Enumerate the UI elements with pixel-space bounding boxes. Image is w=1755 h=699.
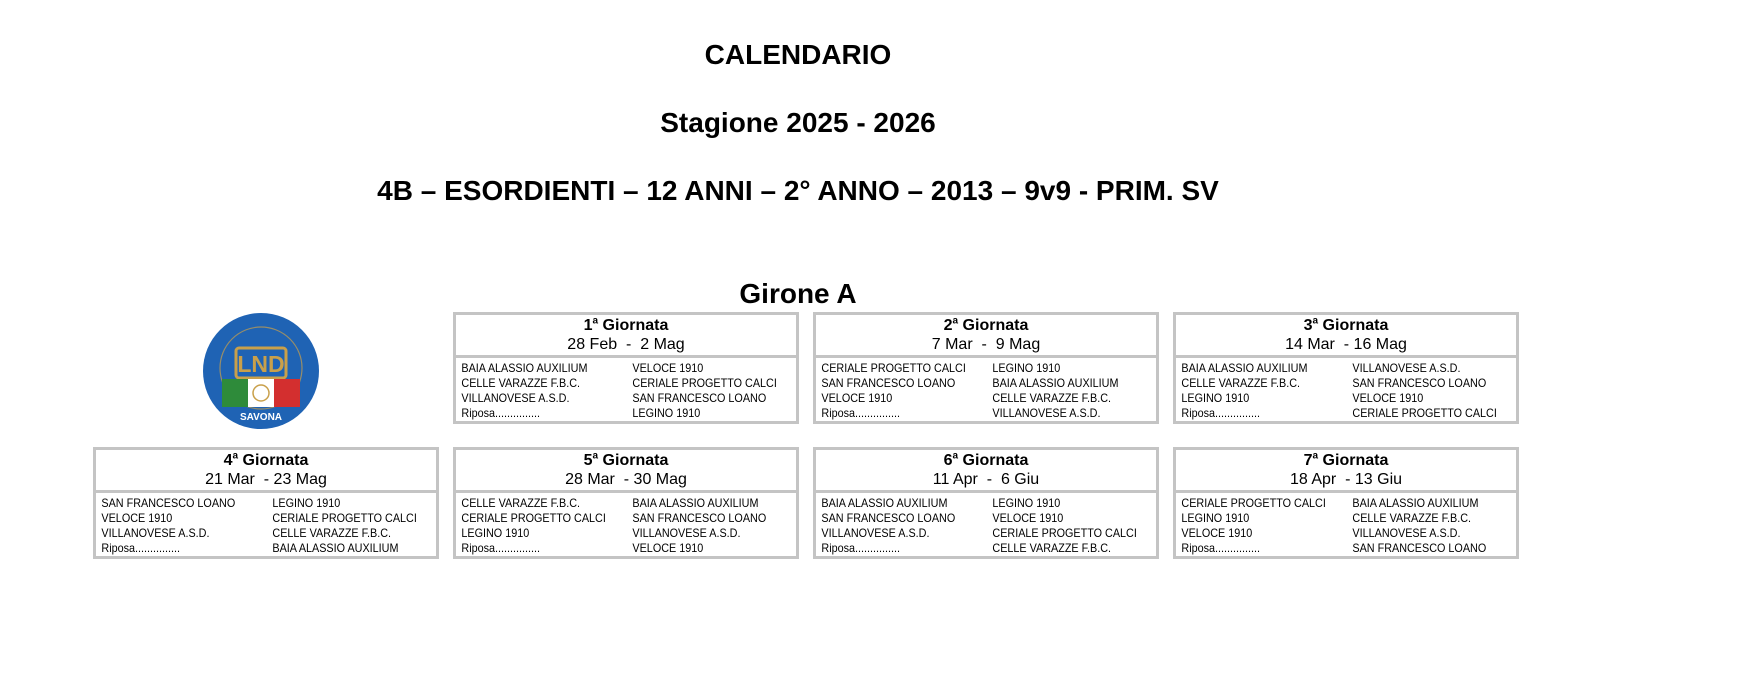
round-ordinal: a xyxy=(1312,450,1319,462)
round-title xyxy=(816,450,1156,470)
away-team: LEGINO 1910 xyxy=(992,361,1061,375)
round-number: 7 xyxy=(1303,452,1313,469)
home-team: CERIALE PROGETTO CALCI xyxy=(821,361,966,375)
away-team: CELLE VARAZZE F.B.C. xyxy=(992,391,1112,405)
match-row xyxy=(1181,496,1519,511)
home-team: VELOCE 1910 xyxy=(1181,526,1253,540)
rest-label: Riposa............... xyxy=(821,406,901,420)
away-team: VELOCE 1910 xyxy=(1352,391,1424,405)
match-list xyxy=(1176,493,1519,556)
round-ordinal: a xyxy=(1312,315,1319,327)
round-title xyxy=(456,450,796,470)
round-dates: 18 Apr - 13 Giu xyxy=(1289,471,1403,488)
round-label: Giornata xyxy=(958,317,1029,334)
home-team: LEGINO 1910 xyxy=(1181,391,1250,405)
round-dates: 14 Mar - 16 Mag xyxy=(1285,336,1407,353)
away-team: CERIALE PROGETTO CALCI xyxy=(272,511,417,525)
round-card xyxy=(1173,312,1519,424)
match-row xyxy=(461,526,799,541)
resting-team: CERIALE PROGETTO CALCI xyxy=(1352,406,1497,420)
home-team: BAIA ALASSIO AUXILIUM xyxy=(1181,361,1308,375)
away-team: CELLE VARAZZE F.B.C. xyxy=(1352,511,1472,525)
round-header xyxy=(816,315,1156,358)
rest-label: Riposa............... xyxy=(1181,406,1261,420)
match-row xyxy=(461,496,799,511)
round-label: Giornata xyxy=(238,452,309,469)
round-title xyxy=(816,315,1156,335)
group-heading: Girone A xyxy=(739,278,857,309)
home-team: LEGINO 1910 xyxy=(1181,511,1250,525)
round-ordinal: a xyxy=(592,450,599,462)
round-dates: 28 Feb - 2 Mag xyxy=(567,336,685,353)
resting-team: VILLANOVESE A.S.D. xyxy=(992,406,1101,420)
match-list xyxy=(1176,358,1519,421)
match-row xyxy=(461,376,799,391)
home-team: VILLANOVESE A.S.D. xyxy=(461,391,570,405)
round-title xyxy=(1176,450,1516,470)
home-team: BAIA ALASSIO AUXILIUM xyxy=(461,361,588,375)
round-number: 1 xyxy=(583,317,593,334)
match-row xyxy=(461,391,799,406)
match-row xyxy=(1181,526,1519,541)
match-list xyxy=(456,493,799,556)
rest-row xyxy=(101,541,439,556)
away-team: SAN FRANCESCO LOANO xyxy=(632,391,767,405)
away-team: CERIALE PROGETTO CALCI xyxy=(992,526,1137,540)
resting-team: VELOCE 1910 xyxy=(632,541,704,555)
away-team: BAIA ALASSIO AUXILIUM xyxy=(1352,496,1479,510)
round-card xyxy=(1173,447,1519,559)
round-card xyxy=(93,447,439,559)
away-team: VILLANOVESE A.S.D. xyxy=(632,526,741,540)
document-title: CALENDARIO xyxy=(704,39,892,70)
home-team: CERIALE PROGETTO CALCI xyxy=(461,511,606,525)
away-team: BAIA ALASSIO AUXILIUM xyxy=(632,496,759,510)
resting-team: LEGINO 1910 xyxy=(632,406,701,420)
round-label: Giornata xyxy=(1318,452,1389,469)
away-team: BAIA ALASSIO AUXILIUM xyxy=(992,376,1119,390)
round-number: 3 xyxy=(1303,317,1313,334)
home-team: CELLE VARAZZE F.B.C. xyxy=(1181,376,1301,390)
round-dates: 7 Mar - 9 Mag xyxy=(931,336,1041,353)
round-number: 5 xyxy=(583,452,593,469)
round-header xyxy=(816,450,1156,493)
match-list xyxy=(816,493,1159,556)
resting-team: CELLE VARAZZE F.B.C. xyxy=(992,541,1112,555)
round-ordinal: a xyxy=(592,315,599,327)
match-list xyxy=(96,493,439,556)
rest-row xyxy=(461,541,799,556)
round-card xyxy=(813,312,1159,424)
away-team: VELOCE 1910 xyxy=(992,511,1064,525)
home-team: SAN FRANCESCO LOANO xyxy=(101,496,236,510)
round-dates: 28 Mar - 30 Mag xyxy=(565,471,687,488)
match-row xyxy=(821,376,1159,391)
rest-row xyxy=(821,406,1159,421)
round-header xyxy=(1176,315,1516,358)
round-title xyxy=(1176,315,1516,335)
match-row xyxy=(821,496,1159,511)
home-team: VELOCE 1910 xyxy=(821,391,893,405)
home-team: CELLE VARAZZE F.B.C. xyxy=(461,496,581,510)
resting-team: SAN FRANCESCO LOANO xyxy=(1352,541,1487,555)
match-list xyxy=(456,358,799,421)
home-team: VILLANOVESE A.S.D. xyxy=(821,526,930,540)
match-row xyxy=(1181,511,1519,526)
match-row xyxy=(101,511,439,526)
match-row xyxy=(821,526,1159,541)
logo-lnd-text: LND xyxy=(237,351,285,377)
round-card xyxy=(813,447,1159,559)
logo-savona-text: SAVONA xyxy=(239,412,283,423)
round-header xyxy=(1176,450,1516,493)
category-heading: 4B – ESORDIENTI – 12 ANNI – 2° ANNO – 2013 – 9v9 - PRIM. SV xyxy=(377,175,1219,206)
home-team: SAN FRANCESCO LOANO xyxy=(821,376,956,390)
round-dates: 21 Mar - 23 Mag xyxy=(205,471,327,488)
away-team: SAN FRANCESCO LOANO xyxy=(632,511,767,525)
home-team: VELOCE 1910 xyxy=(101,511,173,525)
round-label: Giornata xyxy=(1318,317,1389,334)
away-team: VILLANOVESE A.S.D. xyxy=(1352,526,1461,540)
home-team: CELLE VARAZZE F.B.C. xyxy=(461,376,581,390)
match-row xyxy=(461,511,799,526)
round-card xyxy=(453,447,799,559)
away-team: VELOCE 1910 xyxy=(632,361,704,375)
match-row xyxy=(101,496,439,511)
home-team: VILLANOVESE A.S.D. xyxy=(101,526,210,540)
match-row xyxy=(101,526,439,541)
round-ordinal: a xyxy=(952,315,959,327)
rest-row xyxy=(1181,541,1519,556)
round-dates: 11 Apr - 6 Giu xyxy=(932,471,1040,488)
rest-row xyxy=(1181,406,1519,421)
round-ordinal: a xyxy=(232,450,239,462)
away-team: CELLE VARAZZE F.B.C. xyxy=(272,526,392,540)
round-label: Giornata xyxy=(598,317,669,334)
lnd-savona-logo xyxy=(202,312,320,430)
away-team: LEGINO 1910 xyxy=(272,496,341,510)
home-team: CERIALE PROGETTO CALCI xyxy=(1181,496,1326,510)
match-list xyxy=(816,358,1159,421)
round-label: Giornata xyxy=(958,452,1029,469)
round-label: Giornata xyxy=(598,452,669,469)
round-number: 6 xyxy=(943,452,953,469)
match-row xyxy=(1181,361,1519,376)
round-ordinal: a xyxy=(952,450,959,462)
round-title xyxy=(456,315,796,335)
away-team: LEGINO 1910 xyxy=(992,496,1061,510)
rest-label: Riposa............... xyxy=(101,541,181,555)
home-team: SAN FRANCESCO LOANO xyxy=(821,511,956,525)
rest-row xyxy=(461,406,799,421)
rest-label: Riposa............... xyxy=(1181,541,1261,555)
season-heading: Stagione 2025 - 2026 xyxy=(660,107,936,138)
round-header xyxy=(96,450,436,493)
rest-label: Riposa............... xyxy=(821,541,901,555)
home-team: BAIA ALASSIO AUXILIUM xyxy=(821,496,948,510)
resting-team: BAIA ALASSIO AUXILIUM xyxy=(272,541,399,555)
round-number: 4 xyxy=(223,452,233,469)
rest-label: Riposa............... xyxy=(461,541,541,555)
match-row xyxy=(1181,391,1519,406)
round-title xyxy=(96,450,436,470)
match-row xyxy=(821,511,1159,526)
round-header xyxy=(456,315,796,358)
round-number: 2 xyxy=(943,317,953,334)
rest-label: Riposa............... xyxy=(461,406,541,420)
match-row xyxy=(821,361,1159,376)
round-header xyxy=(456,450,796,493)
home-team: LEGINO 1910 xyxy=(461,526,530,540)
match-row xyxy=(821,391,1159,406)
away-team: VILLANOVESE A.S.D. xyxy=(1352,361,1461,375)
rest-row xyxy=(821,541,1159,556)
match-row xyxy=(1181,376,1519,391)
round-card xyxy=(453,312,799,424)
match-row xyxy=(461,361,799,376)
away-team: CERIALE PROGETTO CALCI xyxy=(632,376,777,390)
away-team: SAN FRANCESCO LOANO xyxy=(1352,376,1487,390)
